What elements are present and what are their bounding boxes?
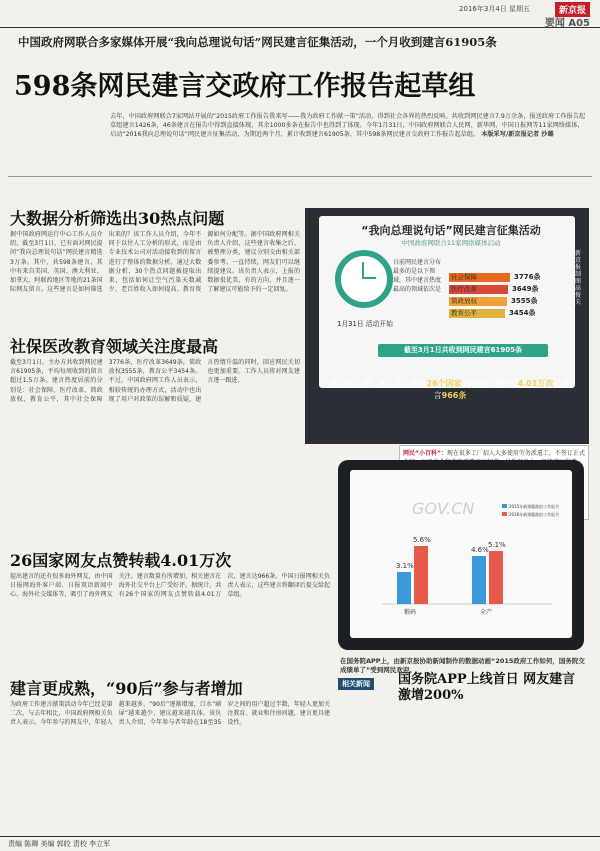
topic-label: 简政放权 [451,297,477,305]
endorse-countries: 26个国家 [426,379,462,388]
section-3-heading: 26国家网友点赞转载4.01万次 [10,551,232,570]
tablet-value-label: 3.1% [396,562,414,570]
topic-value: 3776条 [514,273,541,281]
infographic-title: “我向总理说句话”网民建言征集活动 [361,224,541,237]
tablet-value-label: 4.6% [471,546,489,554]
tablet-bar [397,572,411,604]
watermark: GOV.CN [412,499,475,518]
masthead [0,0,600,28]
section-2-heading: 社保医改教育领域关注度最高 [10,337,219,356]
total-banner: 截至3月1日共收到网民建言61905条 [378,344,548,357]
tip-title: 网民“小百科”： [403,450,447,457]
section-2-text: 截至3月1日，主办方共收到网民建言61905条，平均每周收到的留言超过1.5万条。建言热度居前的分别是：社会保障、医疗改革、简政放权、教育公平，其中社会保障3776条，医疗改革3649条，简政放权3555条，教育公平3454条。不过，中国政府网工作人员表示，相较传统的办理方式，活动中也出现了用户对政策的误解和质疑，建言热情升温的同时，回应网民关切也更加重要。工作人员将对网友建言逐一跟进。 [10,359,300,403]
endorse-suffix: ，建言 [433,379,570,400]
byline: 本版采写/新京报记者 沙璐 [481,131,554,138]
topic-value: 3555条 [511,297,538,305]
clock-icon [335,250,393,308]
legend-swatch [502,504,507,508]
section-1-text: 据中国政府网运行中心工作人员介绍，截至3月1日，已有面对网民提问“我向总理说句话”网民建言精选3万条。其中，共598条建言，其中有来自美国、英国、澳大利亚、加拿大、阿联酋地区等地的21条国际网友留言。这些建言是如何筛选出来的？该工作人员介绍，今年不同于以往人工分析的形式，而是由专业技术公司对活动接收到的留言进行了整体的数据分析，通过大数据分析，30个热点问题被提取出来，包括如何让空气污染天数减少、老百姓收入如何提高、教育资源如何分配等。据中国政府网相关负责人介绍，这些建言收集之后，被整理分类，建议分别交由相关部委参考。一直持续，网友们可以继续提建议。该负责人表示，上报的数据很优美，有的方向，并且逐一了解建议可能给予的一定回复。 [10,231,300,294]
legend-swatch [502,512,507,516]
divider [8,176,592,177]
subheadline: 中国政府网联合多家媒体开展“我向总理说句话”网民建言征集活动，一个月收到建言61905条 [18,35,497,49]
tablet-value-label: 5.1% [488,541,506,549]
endorse-prefix: 来自美、俄、加、英、德等 [330,379,427,388]
endorse-mid: 的网友点赞转载 [461,379,518,388]
issue-date: 2016年3月4日 星期五 [459,5,530,13]
endorsement-stat [330,378,570,402]
topic-bar-row [449,309,557,318]
tablet-value-label: 5.6% [413,536,431,544]
topic-bar-row [449,273,557,282]
tip-text: 现在很多工厂招人大多使用劳务派遣工，不签订正式 [446,450,585,457]
topic-value: 3454条 [509,309,536,317]
topic-label: 社会保障 [451,273,477,281]
lead-text: 去年，中国政府网联合7家网站开展的“2015政府工作报告我来写——我为政府工作献一策”活动，得到社会各界的热烈反响。共收到网民建言7.9万余条，报送政府工作报告起草组建言1426条，46条建言在报告中得到直接体现，其余1000多条在报告中也得到了体现。今年1月31日，中国政府网联合人民网、新华网、中国日报网等11家网络媒体，启动“2016我向总理说句话”网民建言征集活动，为期近两个月，累计收到建言61905条，其中598条网民建言交政府工作报告起草组。 [110,113,586,138]
headline: 598条网民建言交政府工作报告起草组 [14,71,476,102]
legend-entry: 2016年新课题政府工作报告 [509,512,560,517]
section-label: 要闻 A05 [544,18,590,29]
topic-label: 教育公平 [451,309,477,317]
infographic-note: 日前网民建言分布最多的是以下领域，其中建言热度最高的领域依次是 [393,259,442,293]
section-4-text: 为政府工作建言献策活动今年已经是第二次，与去年相比，中国政府网相关负责人表示，今年参与的网友中，年轻人越来越多，“90后”逐渐增加，口水“刷屏”越来越少，建议越来越具体。该负责人介绍，今年参与者年龄在18至35岁之间的用户超过半数，年轻人更加关注教育、就业和住房问题，建言更具建设性。 [10,701,330,727]
endorse-count: 966条 [441,391,467,400]
paper-name: 新京报 [555,2,590,17]
start-date-label: 1月31日 活动开始 [337,320,393,328]
lead-paragraph [110,112,588,170]
topic-bar-row [449,297,557,306]
graphic-credit: 新京报制图 高俊夫 [575,250,582,306]
legend-entry: 2015年新课题政府工作报告 [509,504,560,509]
section-4-heading: 建言更成熟，“90后”参与者增加 [10,679,243,698]
editor-credits: 责编 陈卿 美编 郭皎 责校 李立军 [0,836,600,851]
tablet-bar [489,551,503,604]
clock-hand-icon [362,277,376,279]
tablet-bar [472,556,486,604]
related-news-tag: 相关新闻 [338,678,374,690]
tablet-chart [352,474,570,634]
topic-bar-row [449,285,557,294]
topic-label: 医疗改革 [451,285,477,293]
tablet-category-label: 粮码 [404,609,417,616]
topic-bar-chart [449,273,557,321]
section-3-text: 提出建言的还有很多海外网友，由中国日报网海外客户端、日报双语新闻中心、海外社交媒体等，吸引了海外网友关注。建言数量有所增加，相关建言在海外社交平台上广受好评。据统计，共有26个国家的网友点赞转载4.01万次，建言达966条。中国日报网相关负责人表示，这些建言将翻译后提交给起草组。 [10,573,330,599]
section-1-heading: 大数据分析筛选出30热点问题 [10,209,225,228]
related-headline: 国务院APP上线首日 网友建言激增200% [398,672,576,703]
photo-caption: 在国务院APP上，由新京报协助新闻制作的数据动画“2015政府工作如何，国务院交成绩单了”受到网民欢迎。 [340,657,585,674]
infographic-subtitle: 中国政府网联合11家网络媒体启动 [401,239,501,247]
endorse-likes: 4.01万次 [517,379,554,388]
topic-value: 3649条 [512,285,539,293]
tablet-category-label: 全产 [480,609,493,616]
tablet-bar [414,546,428,604]
